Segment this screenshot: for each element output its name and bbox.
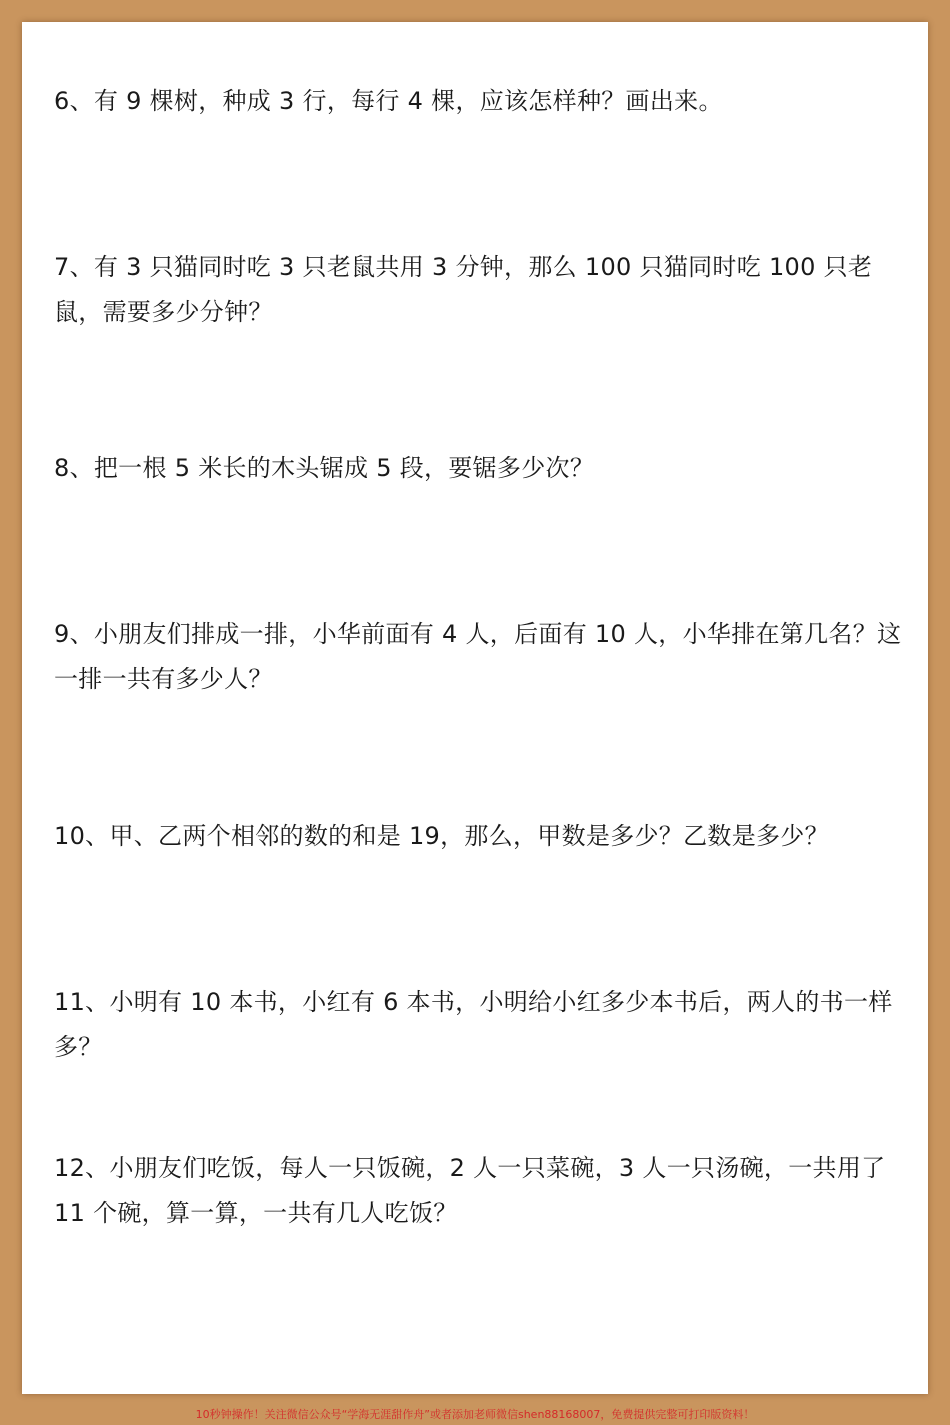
question-7: 7、有 3 只猫同时吃 3 只老鼠共用 3 分钟，那么 100 只猫同时吃 100 只老鼠，需要多少分钟？ bbox=[54, 253, 873, 326]
question-8: 8、把一根 5 米长的木头锯成 5 段，要锯多少次？ bbox=[54, 454, 595, 482]
footer-promo-text: 10秒钟操作！关注微信公众号“学海无涯甜作舟”或者添加老师微信shen88168007，免费提供完整可打印版资料！ bbox=[195, 1408, 755, 1421]
worksheet-page bbox=[22, 22, 928, 1394]
question-10: 10、甲、乙两个相邻的数的和是 19，那么，甲数是多少？乙数是多少？ bbox=[54, 822, 829, 850]
question-12: 12、小朋友们吃饭，每人一只饭碗，2 人一只菜碗，3 人一只汤碗，一共用了 11 个碗，算一算，一共有几人吃饭？ bbox=[54, 1154, 886, 1227]
question-11: 11、小明有 10 本书，小红有 6 本书，小明给小红多少本书后，两人的书一样多？ bbox=[54, 988, 893, 1061]
question-9: 9、小朋友们排成一排，小华前面有 4 人，后面有 10 人，小华排在第几名？这一排一共有多少人？ bbox=[54, 620, 902, 693]
question-6: 6、有 9 棵树，种成 3 行，每行 4 棵，应该怎样种？画出来。 bbox=[54, 87, 723, 115]
